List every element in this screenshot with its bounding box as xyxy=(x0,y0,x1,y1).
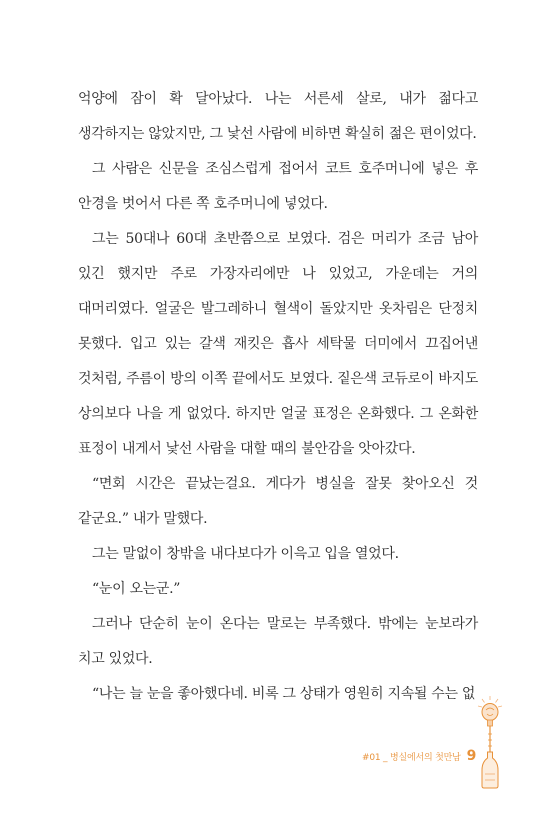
body-text xyxy=(78,82,478,712)
paragraph-3: 그는 50대나 60대 초반쯤으로 보였다. 검은 머리가 조금 남아 있긴 했지만 주로 가장자리에만 나 있었고, 가운데는 거의 대머리였다. 얼굴은 발그레하니 혈색이 돌았지만 옷차림은 단정치 못했다. 입고 있는 갈색 재킷은 흡사 세탁물 더미에서 끄집어낸 것처럼, 주름이 방의 이쪽 끝에서도 보였다. 짙은색 코듀로이 바지도 상의보다 나을 게 없었다. 하지만 얼굴 표정은 온화했다. 그 온화한 표정이 내게서 낯선 사람을 대할 때의 불안감을 앗아갔다. xyxy=(78,231,478,457)
page-footer xyxy=(362,748,476,766)
paragraph-4: “면회 시간은 끝났는걸요. 게다가 병실을 잘못 찾아오신 것 같군요.” 내가 말했다. xyxy=(78,476,478,527)
bottle-lamp-icon xyxy=(476,694,504,790)
paragraph-8: “나는 늘 눈을 좋아했다네. 비록 그 상태가 영원히 지속될 수는 없 xyxy=(92,686,476,702)
paragraph-2: 그 사람은 신문을 조심스럽게 접어서 코트 호주머니에 넣은 후 안경을 벗어서 다른 쪽 호주머니에 넣었다. xyxy=(78,161,478,212)
paragraph-7: 그러나 단순히 눈이 온다는 말로는 부족했다. 밖에는 눈보라가 치고 있었다. xyxy=(78,616,478,667)
paragraph-1: 억양에 잠이 확 달아났다. 나는 서른세 살로, 내가 젊다고 생각하지는 않았지만, 그 낯선 사람에 비하면 확실히 젊은 편이었다. xyxy=(78,91,478,142)
paragraph-5: 그는 말없이 창밖을 내다보다가 이윽고 입을 열었다. xyxy=(92,546,399,562)
paragraph-6: “눈이 오는군.” xyxy=(92,581,181,597)
chapter-title: #01 _ 병실에서의 첫만남 xyxy=(362,753,461,763)
page-number: 9 xyxy=(466,748,477,764)
